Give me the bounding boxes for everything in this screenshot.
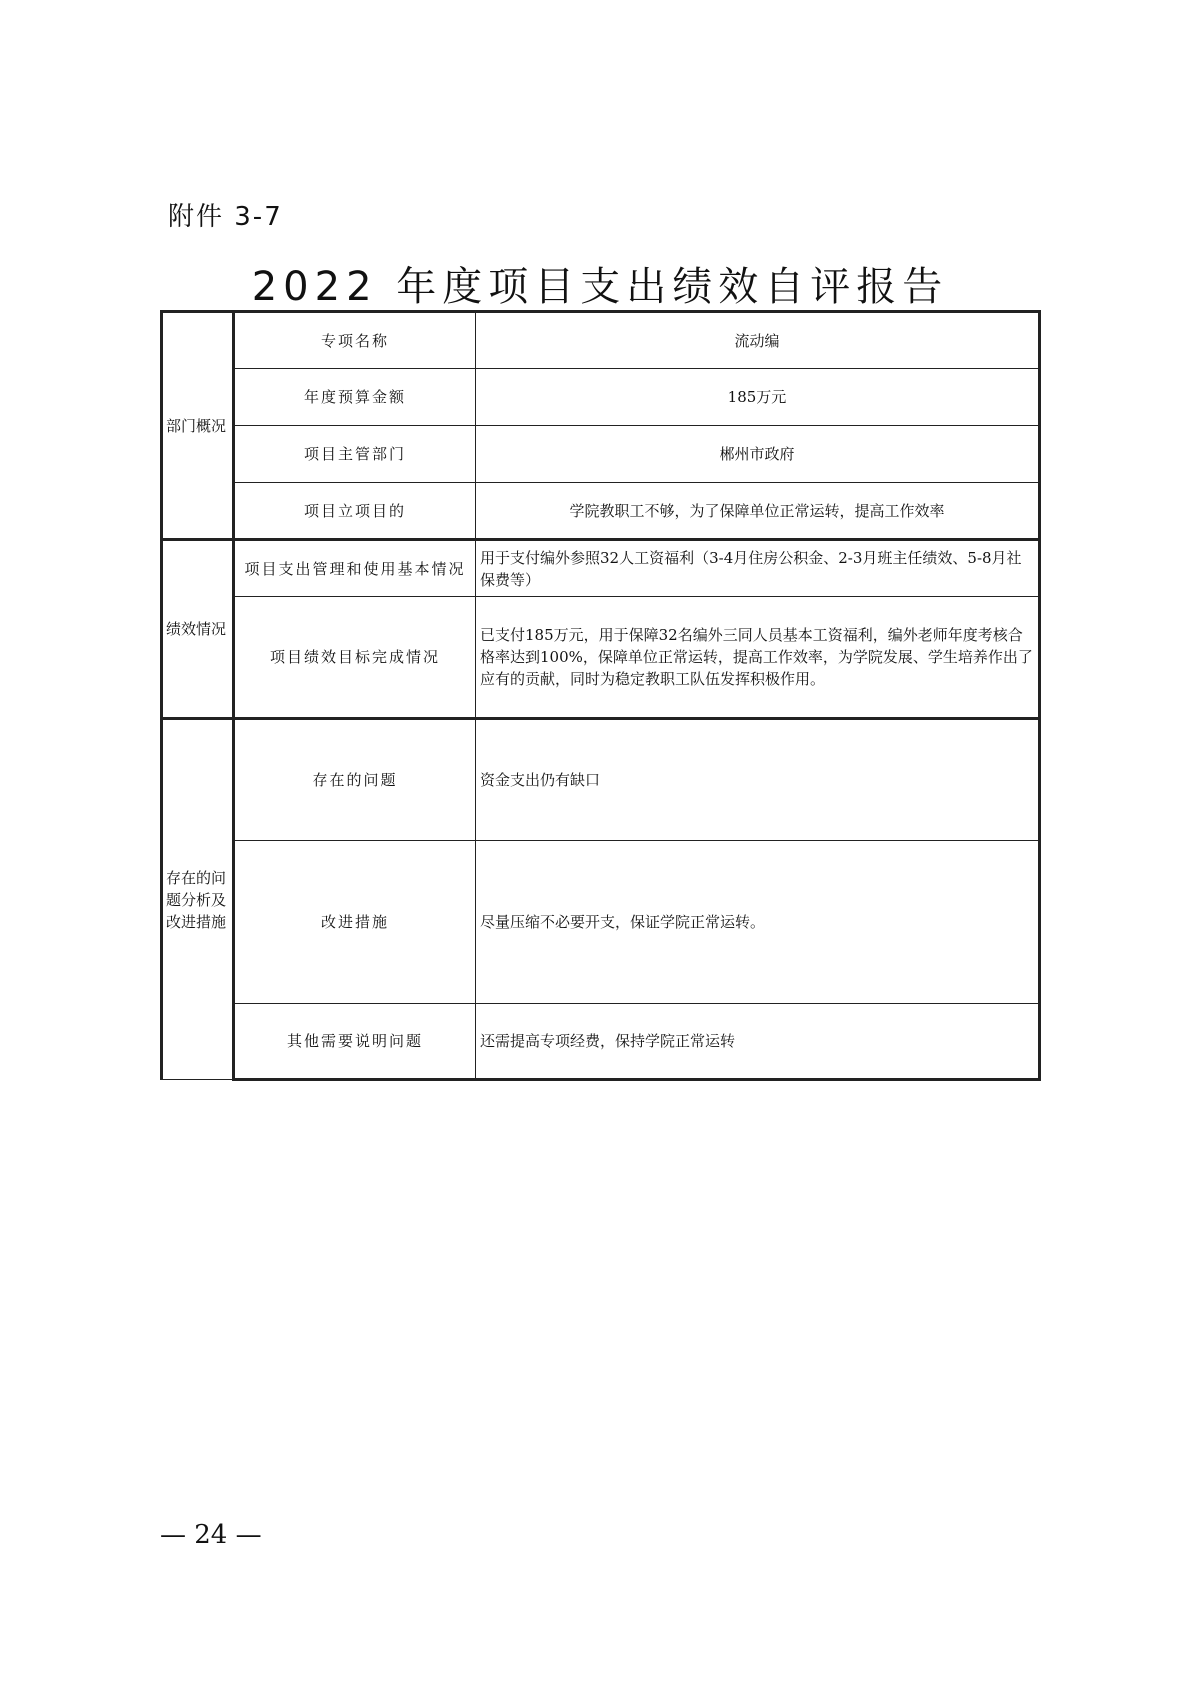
table-row xyxy=(162,719,1040,841)
performance-report-table xyxy=(160,310,1041,1081)
label-project-purpose: 项目立项目的 xyxy=(234,483,476,540)
section-overview: 部门概况 xyxy=(162,312,234,540)
label-expenditure-management: 项目支出管理和使用基本情况 xyxy=(234,540,476,597)
value-existing-problems: 资金支出仍有缺口 xyxy=(476,719,1040,841)
value-project-purpose: 学院教职工不够，为了保障单位正常运转，提高工作效率 xyxy=(476,483,1040,540)
value-annual-budget: 185万元 xyxy=(476,369,1040,426)
label-other-issues: 其他需要说明问题 xyxy=(234,1004,476,1080)
table-row xyxy=(162,483,1040,540)
table-row xyxy=(162,841,1040,1004)
attachment-label: 附件 3-7 xyxy=(168,202,283,232)
section-problems: 存在的问题分析及改进措施 xyxy=(162,719,234,1080)
value-goal-completion: 已支付185万元，用于保障32名编外三同人员基本工资福利，编外老师年度考核合格率达到100%，保障单位正常运转，提高工作效率，为学院发展、学生培养作出了应有的贡献，同时为稳定教职工队伍发挥积极作用。 xyxy=(476,597,1040,719)
label-improvement-measures: 改进措施 xyxy=(234,841,476,1004)
label-existing-problems: 存在的问题 xyxy=(234,719,476,841)
value-managing-department: 郴州市政府 xyxy=(476,426,1040,483)
value-other-issues: 还需提高专项经费，保持学院正常运转 xyxy=(476,1004,1040,1080)
page-number: — 24 — xyxy=(160,1520,262,1550)
value-improvement-measures: 尽量压缩不必要开支，保证学院正常运转。 xyxy=(476,841,1040,1004)
table-row xyxy=(162,426,1040,483)
report-title: 2022 年度项目支出绩效自评报告 xyxy=(251,264,949,310)
table-row xyxy=(162,312,1040,369)
label-managing-department: 项目主管部门 xyxy=(234,426,476,483)
value-expenditure-management: 用于支付编外参照32人工资福利（3-4月住房公积金、2-3月班主任绩效、5-8月社保费等） xyxy=(476,540,1040,597)
table-row xyxy=(162,1004,1040,1080)
table-row xyxy=(162,369,1040,426)
table-row xyxy=(162,597,1040,719)
table-row xyxy=(162,540,1040,597)
section-performance: 绩效情况 xyxy=(162,540,234,719)
value-project-name: 流动编 xyxy=(476,312,1040,369)
label-goal-completion: 项目绩效目标完成情况 xyxy=(234,597,476,719)
label-annual-budget: 年度预算金额 xyxy=(234,369,476,426)
label-project-name: 专项名称 xyxy=(234,312,476,369)
